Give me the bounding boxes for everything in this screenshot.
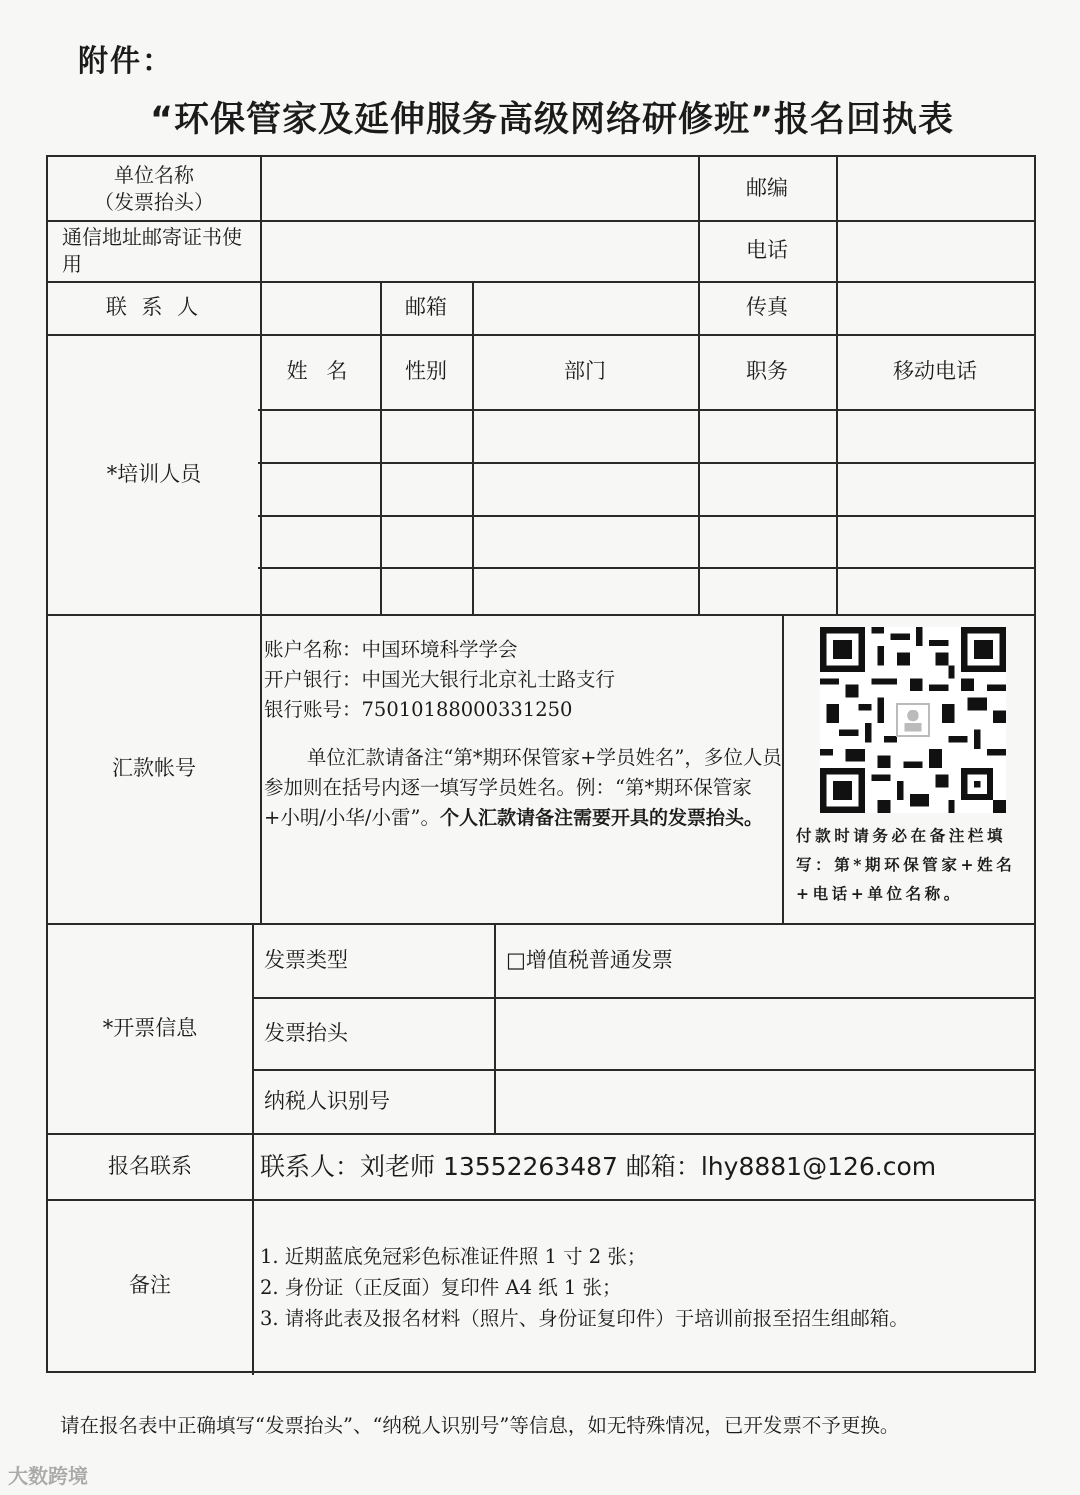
account-name: 账户名称：中国环境科学学会 bbox=[264, 638, 518, 661]
remit-account-label: 汇款帐号 bbox=[112, 756, 196, 780]
remarks-label: 备注 bbox=[129, 1272, 171, 1297]
taxpayer-id-label: 纳税人识别号 bbox=[264, 1088, 390, 1113]
invoice-header-label: 发票抬头 bbox=[264, 1020, 348, 1045]
email-label: 邮箱 bbox=[405, 295, 447, 319]
bank-name: 开户银行：中国光大银行北京礼士路支行 bbox=[264, 668, 616, 691]
qr-payment-note: 付款时请务必在备注栏填写：第*期环保管家+姓名+电话+单位名称。 bbox=[796, 826, 1016, 903]
col-gender: 性别 bbox=[405, 359, 447, 383]
payment-info bbox=[264, 635, 784, 833]
remark-item: 2. 身份证（正反面）复印件 A4 纸 1 张； bbox=[260, 1276, 622, 1299]
phone-field[interactable] bbox=[836, 220, 1034, 281]
company-name-field[interactable] bbox=[260, 157, 698, 220]
invoice-type-label: 发票类型 bbox=[264, 947, 348, 972]
invoice-type-checkbox[interactable]: □增值税普通发票 bbox=[506, 947, 673, 972]
col-name: 姓 名 bbox=[286, 359, 354, 383]
address-label: 通信地址邮寄证书使用 bbox=[62, 224, 242, 276]
form-title: “环保管家及延伸服务高级网络研修班”报名回执表 bbox=[150, 100, 955, 140]
account-number: 银行账号：75010188000331250 bbox=[264, 698, 573, 721]
phone-label: 电话 bbox=[746, 238, 788, 262]
registration-contact-info: 联系人：刘老师 13552263487 邮箱：lhy8881@126.com bbox=[260, 1152, 937, 1181]
fax-field[interactable] bbox=[836, 281, 1034, 334]
watermark: 大数跨境 bbox=[8, 1464, 88, 1488]
registration-form bbox=[46, 155, 1036, 1373]
footer-note: 请在报名表中正确填写“发票抬头”、“纳税人识别号”等信息，如无特殊情况，已开发票不予更换。 bbox=[60, 1414, 900, 1437]
invoice-header-field[interactable] bbox=[494, 997, 1034, 1069]
fax-label: 传真 bbox=[746, 295, 788, 319]
remit-note-bold: 个人汇款请备注需要开具的发票抬头。 bbox=[439, 807, 763, 829]
email-field[interactable] bbox=[472, 281, 698, 334]
postcode-label: 邮编 bbox=[746, 176, 788, 200]
contact-person-label: 联 系 人 bbox=[105, 295, 203, 319]
remark-item: 3. 请将此表及报名材料（照片、身份证复印件）于培训前报至招生组邮箱。 bbox=[260, 1307, 909, 1330]
remit-note bbox=[264, 743, 784, 833]
taxpayer-id-field[interactable] bbox=[494, 1069, 1034, 1133]
invoice-info-label: *开票信息 bbox=[102, 1015, 198, 1040]
address-field[interactable] bbox=[260, 220, 698, 281]
remarks-list bbox=[260, 1241, 909, 1334]
registration-contact-label: 报名联系 bbox=[108, 1153, 192, 1178]
qr-code-icon bbox=[820, 627, 1006, 813]
col-department: 部门 bbox=[564, 359, 606, 383]
invoice-header-note: （发票抬头） bbox=[94, 189, 214, 214]
trainees-label: *培训人员 bbox=[106, 461, 202, 486]
col-mobile: 移动电话 bbox=[893, 359, 977, 383]
attachment-label: 附件： bbox=[78, 44, 174, 79]
col-position: 职务 bbox=[746, 359, 788, 383]
postcode-field[interactable] bbox=[836, 157, 1034, 220]
remark-item: 1. 近期蓝底免冠彩色标准证件照 1 寸 2 张； bbox=[260, 1245, 647, 1268]
remit-note-plain: 单位汇款请备注“第*期环保管家+学员姓名”，多位人员参加则在括号内逐一填写学员姓名。例：“第*期环保管家+小明/小华/小雷”。 bbox=[264, 746, 782, 829]
company-name-label: 单位名称 bbox=[114, 162, 194, 187]
contact-person-field[interactable] bbox=[260, 281, 380, 334]
